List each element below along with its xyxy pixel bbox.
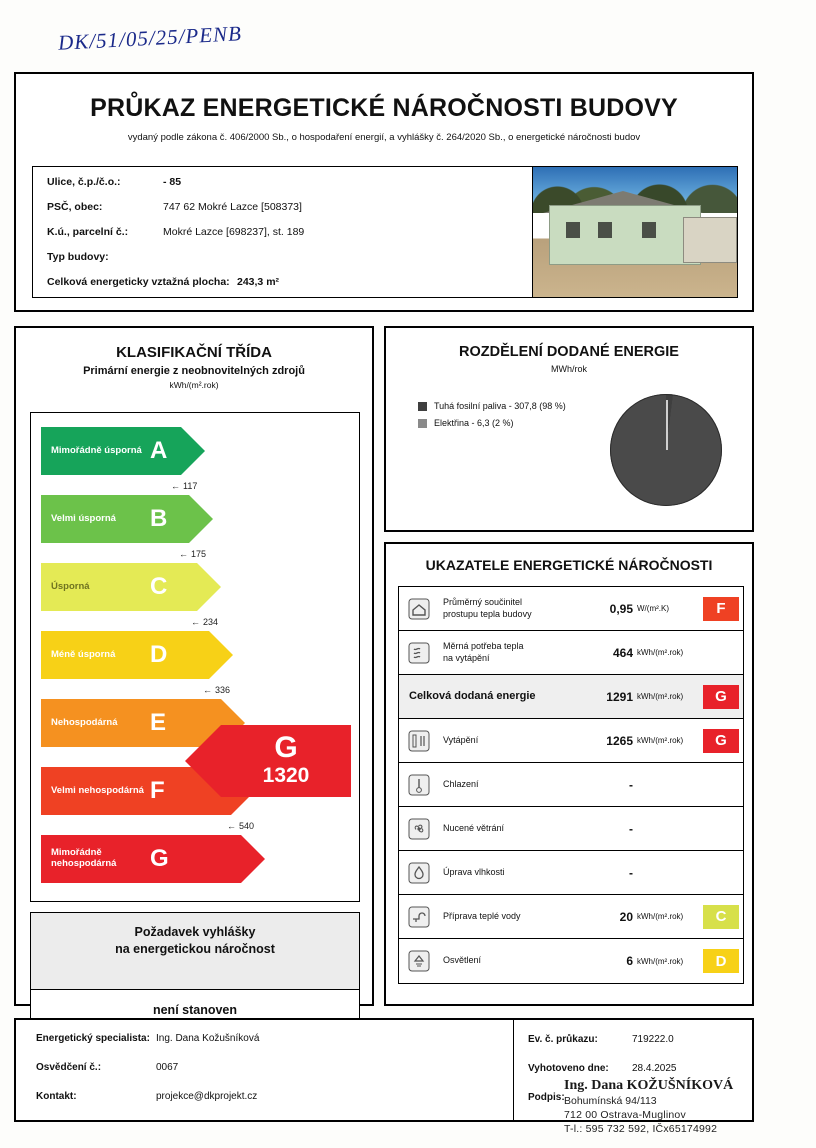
classification-scale: [30, 412, 360, 902]
house-icon: [399, 587, 439, 631]
class-bar-a: [41, 427, 181, 475]
window-icon: [566, 222, 580, 238]
class-boundary-f: ← 540: [227, 821, 255, 831]
class-bar-d: [41, 631, 209, 679]
indicator-name: Příprava teplé vody: [443, 910, 521, 921]
indicator-value: 1265: [606, 733, 633, 748]
info-value: 747 62 Mokré Lazce [508373]: [163, 201, 302, 213]
table-row: [399, 851, 743, 895]
class-letter-d: D: [150, 641, 168, 668]
class-label-b: Velmi úsporná: [51, 512, 116, 524]
info-label: Ulice, č.p./č.o.:: [47, 176, 121, 188]
footer-value: 719222.0: [632, 1034, 674, 1045]
page-title: PRŮKAZ ENERGETICKÉ NÁROČNOSTI BUDOVY: [90, 94, 678, 122]
class-boundary-b: ← 175: [179, 549, 207, 559]
energy-split-unit: MWh/rok: [551, 364, 587, 374]
badge-f: F: [703, 597, 739, 621]
humidity-icon: [399, 851, 439, 895]
table-row-total: [399, 675, 743, 719]
legend-label: Elektřina - 6,3 (2 %): [434, 417, 514, 428]
legend-label: Tuhá fosilní paliva - 307,8 (98 %): [434, 401, 566, 411]
result-badge: [221, 725, 351, 797]
class-arrow-a: [181, 427, 205, 475]
legend-item-solid-fuel: [418, 400, 566, 414]
page-subtitle: vydaný podle zákona č. 406/2000 Sb., o hospodaření energií, a vyhlášky č. 264/2020 Sb., o energetické náročnosti budov: [127, 132, 641, 143]
footer-panel: [14, 1018, 754, 1136]
info-row-zip-city: [47, 202, 527, 213]
badge-g: G: [703, 729, 739, 753]
info-label: PSČ, obec:: [47, 201, 103, 213]
info-label: Celková energeticky vztažná plocha:: [47, 276, 230, 288]
class-label-a: Mimořádně úsporná: [51, 444, 142, 456]
indicator-name: Průměrný součinitel prostupu tepla budovy: [443, 597, 532, 619]
indicator-unit: kWh/(m².rok): [637, 736, 684, 745]
legend-item-electricity: [418, 417, 566, 431]
energy-split-title: ROZDĚLENÍ DODANÉ ENERGIE: [459, 344, 679, 360]
footer-value-email[interactable]: projekce@dkprojekt.cz: [156, 1091, 258, 1102]
annex-body: [683, 217, 737, 263]
footer-label: Vyhotoveno dne:: [528, 1063, 609, 1074]
class-arrow-c: [197, 563, 221, 611]
indicator-value: -: [629, 821, 633, 836]
indicator-value: 464: [612, 645, 633, 660]
house-body: [549, 205, 701, 265]
indicator-unit: kWh/(m².rok): [637, 648, 684, 657]
class-boundary-c: ← 234: [191, 617, 219, 627]
indicator-value: 6: [626, 954, 633, 968]
indicators-table: [398, 586, 744, 984]
indicator-unit: kWh/(m².rok): [637, 956, 684, 966]
class-letter-b: B: [150, 505, 168, 532]
badge-g: G: [703, 685, 739, 709]
building-photo: [532, 167, 737, 297]
indicator-name: Celková dodaná energie: [409, 689, 536, 702]
heat-waves-icon: [399, 631, 439, 675]
table-row: [399, 631, 743, 675]
table-row: [399, 587, 743, 631]
indicator-unit: kWh/(m².rok): [637, 692, 684, 701]
result-letter: G: [274, 731, 298, 765]
requirement-value: není stanoven: [30, 990, 360, 1030]
table-row: [399, 895, 743, 939]
building-info-box: [32, 166, 738, 298]
building-info-list: [47, 177, 527, 302]
classification-panel: [14, 326, 374, 1017]
status-badge: [699, 587, 743, 631]
class-boundary-d: ← 336: [203, 685, 231, 695]
indicator-unit: W/(m².K): [637, 604, 669, 613]
result-value: 1320: [262, 764, 310, 788]
indicator-name: Osvětlení: [443, 955, 482, 966]
requirement-title-box: [30, 912, 360, 990]
class-label-c: Úsporná: [51, 580, 90, 592]
indicator-value: -: [629, 865, 633, 880]
class-letter-c: C: [150, 573, 168, 600]
indicator-unit: kWh/(m².rok): [637, 912, 684, 921]
status-badge-empty: [699, 807, 743, 851]
indicator-value: 0,95: [609, 601, 633, 616]
footer-row-evidence-number: [528, 1034, 758, 1045]
footer-row-issue-date: [528, 1063, 758, 1074]
class-boundary-a: ← 117: [171, 481, 198, 491]
energy-split-panel: [384, 326, 754, 532]
fan-icon: [399, 807, 439, 851]
class-label-d: Méně úsporná: [51, 648, 116, 660]
info-row-total-area: [47, 277, 527, 288]
class-arrow-g: [241, 835, 265, 883]
legend-swatch-icon: [418, 419, 427, 428]
thermometer-radiator-icon: [399, 719, 439, 763]
legend-swatch-icon: [418, 402, 427, 411]
table-row: [399, 939, 743, 983]
footer-row-contact: [36, 1092, 496, 1102]
status-badge: [699, 895, 743, 939]
info-label: K.ú., parcelní č.:: [47, 226, 129, 238]
footer-label: Osvědčení č.:: [36, 1062, 102, 1073]
status-badge-empty: [699, 851, 743, 895]
footer-row-certificate: [36, 1063, 496, 1073]
info-row-cadastre: [47, 227, 527, 238]
tap-icon: [399, 895, 439, 939]
class-letter-f: F: [150, 777, 165, 804]
thermometer-icon: [399, 763, 439, 807]
class-letter-e: E: [150, 709, 167, 736]
status-badge-empty: [699, 763, 743, 807]
info-label: Typ budovy:: [47, 251, 109, 263]
class-label-g: Mimořádně nehospodárná: [51, 847, 117, 869]
footer-label: Podpis:: [528, 1092, 565, 1103]
status-badge: [699, 719, 743, 763]
classification-subtitle: Primární energie z neobnovitelných zdrojů: [83, 365, 305, 377]
status-badge: [699, 939, 743, 983]
badge-d: D: [703, 949, 739, 973]
status-badge: [699, 675, 743, 719]
indicator-value: 20: [619, 909, 633, 924]
badge-c: C: [703, 905, 739, 929]
footer-value: 28.4.2025: [632, 1063, 677, 1074]
class-bar-g: [41, 835, 241, 883]
window-icon: [642, 222, 656, 238]
class-label-e: Nehospodárná: [51, 716, 118, 728]
indicators-title: UKAZATELE ENERGETICKÉ NÁROČNOSTI: [425, 557, 713, 573]
info-value: - 85: [163, 176, 182, 188]
footer-divider: [513, 1020, 514, 1120]
handwritten-reference-code: DK/51/05/25/PENB: [57, 21, 243, 55]
indicator-name: Vytápění: [443, 734, 479, 745]
window-icon: [598, 222, 612, 238]
footer-label: Ev. č. průkazu:: [528, 1034, 598, 1045]
info-value: Mokré Lazce [698237], st. 189: [163, 226, 305, 238]
requirement-title-line2: na energetickou náročnost: [115, 941, 275, 956]
table-row: [399, 719, 743, 763]
class-arrow-b: [189, 495, 213, 543]
requirement-title-line1: Požadavek vyhlášky: [134, 925, 256, 939]
classification-unit: kWh/(m².rok): [169, 380, 219, 390]
indicators-panel: [384, 542, 754, 1006]
energy-split-legend: [418, 400, 566, 434]
lamp-icon: [399, 939, 439, 983]
indicator-name: Úprava vlhkosti: [443, 866, 505, 877]
indicator-name: Měrná potřeba tepla na vytápění: [443, 641, 524, 663]
stamp-line-street: Bohumínská 94/113: [564, 1095, 657, 1107]
energy-split-pie-chart: [610, 394, 722, 506]
class-label-f: Velmi nehospodárná: [51, 784, 144, 796]
header-panel: [14, 72, 754, 312]
stamp-address: [564, 1094, 717, 1137]
footer-value: Ing. Dana Kožušníková: [156, 1033, 260, 1044]
indicator-value: 1291: [606, 689, 633, 704]
indicator-name: Nucené větrání: [443, 822, 505, 833]
table-row: [399, 763, 743, 807]
specialist-info: [36, 1034, 496, 1121]
stamp-name: Ing. Dana KOŽUŠNÍKOVÁ: [564, 1078, 734, 1093]
info-row-building-type: [47, 252, 527, 263]
class-bar-b: [41, 495, 189, 543]
stamp-line-city: 712 00 Ostrava-Muglinov: [564, 1109, 686, 1122]
info-value: 243,3 m²: [237, 276, 280, 288]
classification-title: KLASIFIKAČNÍ TŘÍDA: [116, 344, 272, 361]
footer-value: 0067: [156, 1062, 179, 1073]
footer-label: Kontakt:: [36, 1091, 77, 1102]
footer-row-specialist: [36, 1034, 496, 1044]
status-badge-empty: [699, 631, 743, 675]
indicator-value: -: [629, 777, 633, 792]
indicator-name: Chlazení: [443, 778, 479, 789]
class-letter-a: A: [150, 437, 168, 464]
stamp-line-phone: T-l.: 595 732 592, IČx65174992: [564, 1123, 718, 1136]
class-bar-c: [41, 563, 197, 611]
table-row: [399, 807, 743, 851]
footer-label: Energetický specialista:: [36, 1033, 150, 1044]
class-letter-g: G: [150, 845, 169, 872]
info-row-street: [47, 177, 527, 188]
class-arrow-d: [209, 631, 233, 679]
